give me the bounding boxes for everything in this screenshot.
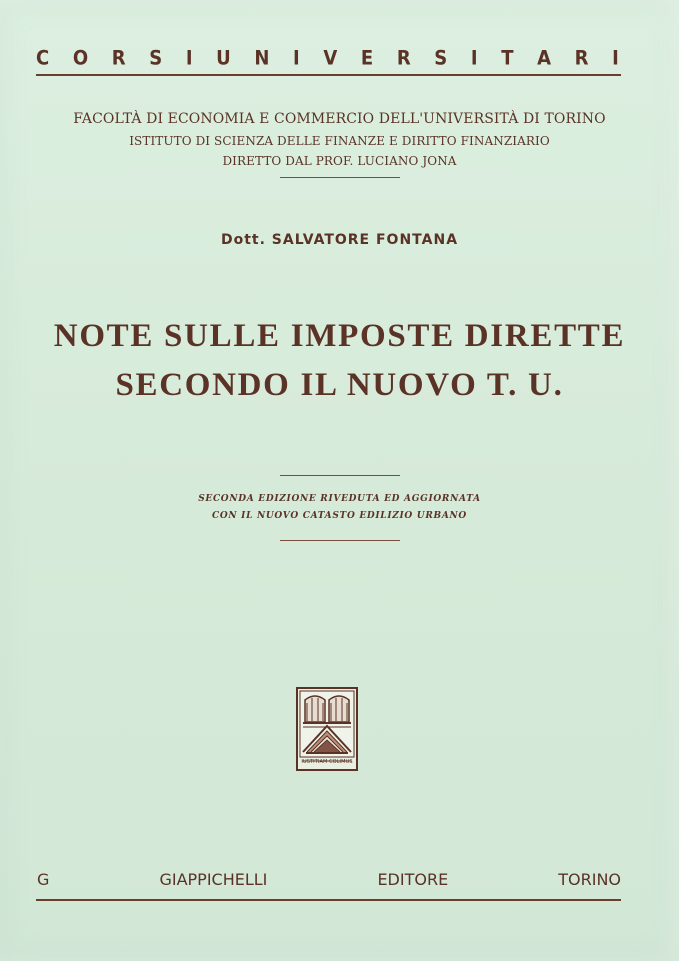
series-letter: T bbox=[501, 47, 514, 70]
series-letter: E bbox=[360, 47, 374, 70]
series-letter: I bbox=[612, 47, 619, 70]
series-letter: O bbox=[72, 47, 89, 70]
series-letter: C bbox=[36, 47, 50, 70]
series-letter: I bbox=[470, 47, 478, 70]
edition-line-2: CON IL NUOVO CATASTO EDILIZIO URBANO bbox=[212, 511, 467, 521]
series-letter: S bbox=[149, 47, 163, 70]
faculty-line: FACOLTÀ DI ECONOMIA E COMMERCIO DELL'UNIVERSITÀ DI TORINO bbox=[73, 111, 606, 127]
header-divider bbox=[280, 177, 400, 178]
series-letter: R bbox=[396, 47, 411, 70]
series-letter: R bbox=[574, 47, 589, 70]
series-rule bbox=[36, 74, 621, 76]
publisher-initial: G bbox=[37, 870, 50, 889]
series-letter: I bbox=[185, 47, 193, 70]
book-title-line-2: SECONDO IL NUOVO T. U. bbox=[115, 367, 564, 403]
series-letter: N bbox=[254, 47, 270, 70]
edition-bottom-divider bbox=[280, 540, 400, 541]
emblem-motto: IUSTITIAM COLIMUS bbox=[301, 759, 353, 765]
edition-top-divider bbox=[280, 475, 400, 476]
publisher-city: TORINO bbox=[558, 870, 621, 889]
series-heading bbox=[36, 44, 619, 74]
series-letter: R bbox=[111, 47, 126, 70]
publisher-rule bbox=[36, 899, 621, 901]
publisher-role: EDITORE bbox=[377, 870, 449, 889]
publisher-name: GIAPPICHELLI bbox=[159, 870, 268, 889]
publisher-line bbox=[37, 872, 621, 888]
institute-line: ISTITUTO DI SCIENZA DELLE FINANZE E DIRITTO FINANZIARIO bbox=[129, 134, 550, 148]
book-title-line-1: NOTE SULLE IMPOSTE DIRETTE bbox=[53, 318, 626, 354]
director-line: DIRETTO DAL PROF. LUCIANO JONA bbox=[222, 154, 457, 168]
series-letter: A bbox=[537, 47, 552, 70]
series-letter: V bbox=[323, 47, 338, 70]
publisher-emblem bbox=[296, 687, 358, 771]
series-letter: U bbox=[216, 47, 231, 70]
series-letter: S bbox=[434, 47, 448, 70]
series-letter: I bbox=[293, 47, 300, 70]
edition-line-1: SECONDA EDIZIONE RIVEDUTA ED AGGIORNATA bbox=[198, 494, 481, 504]
author-name: Dott. SALVATORE FONTANA bbox=[220, 232, 459, 248]
